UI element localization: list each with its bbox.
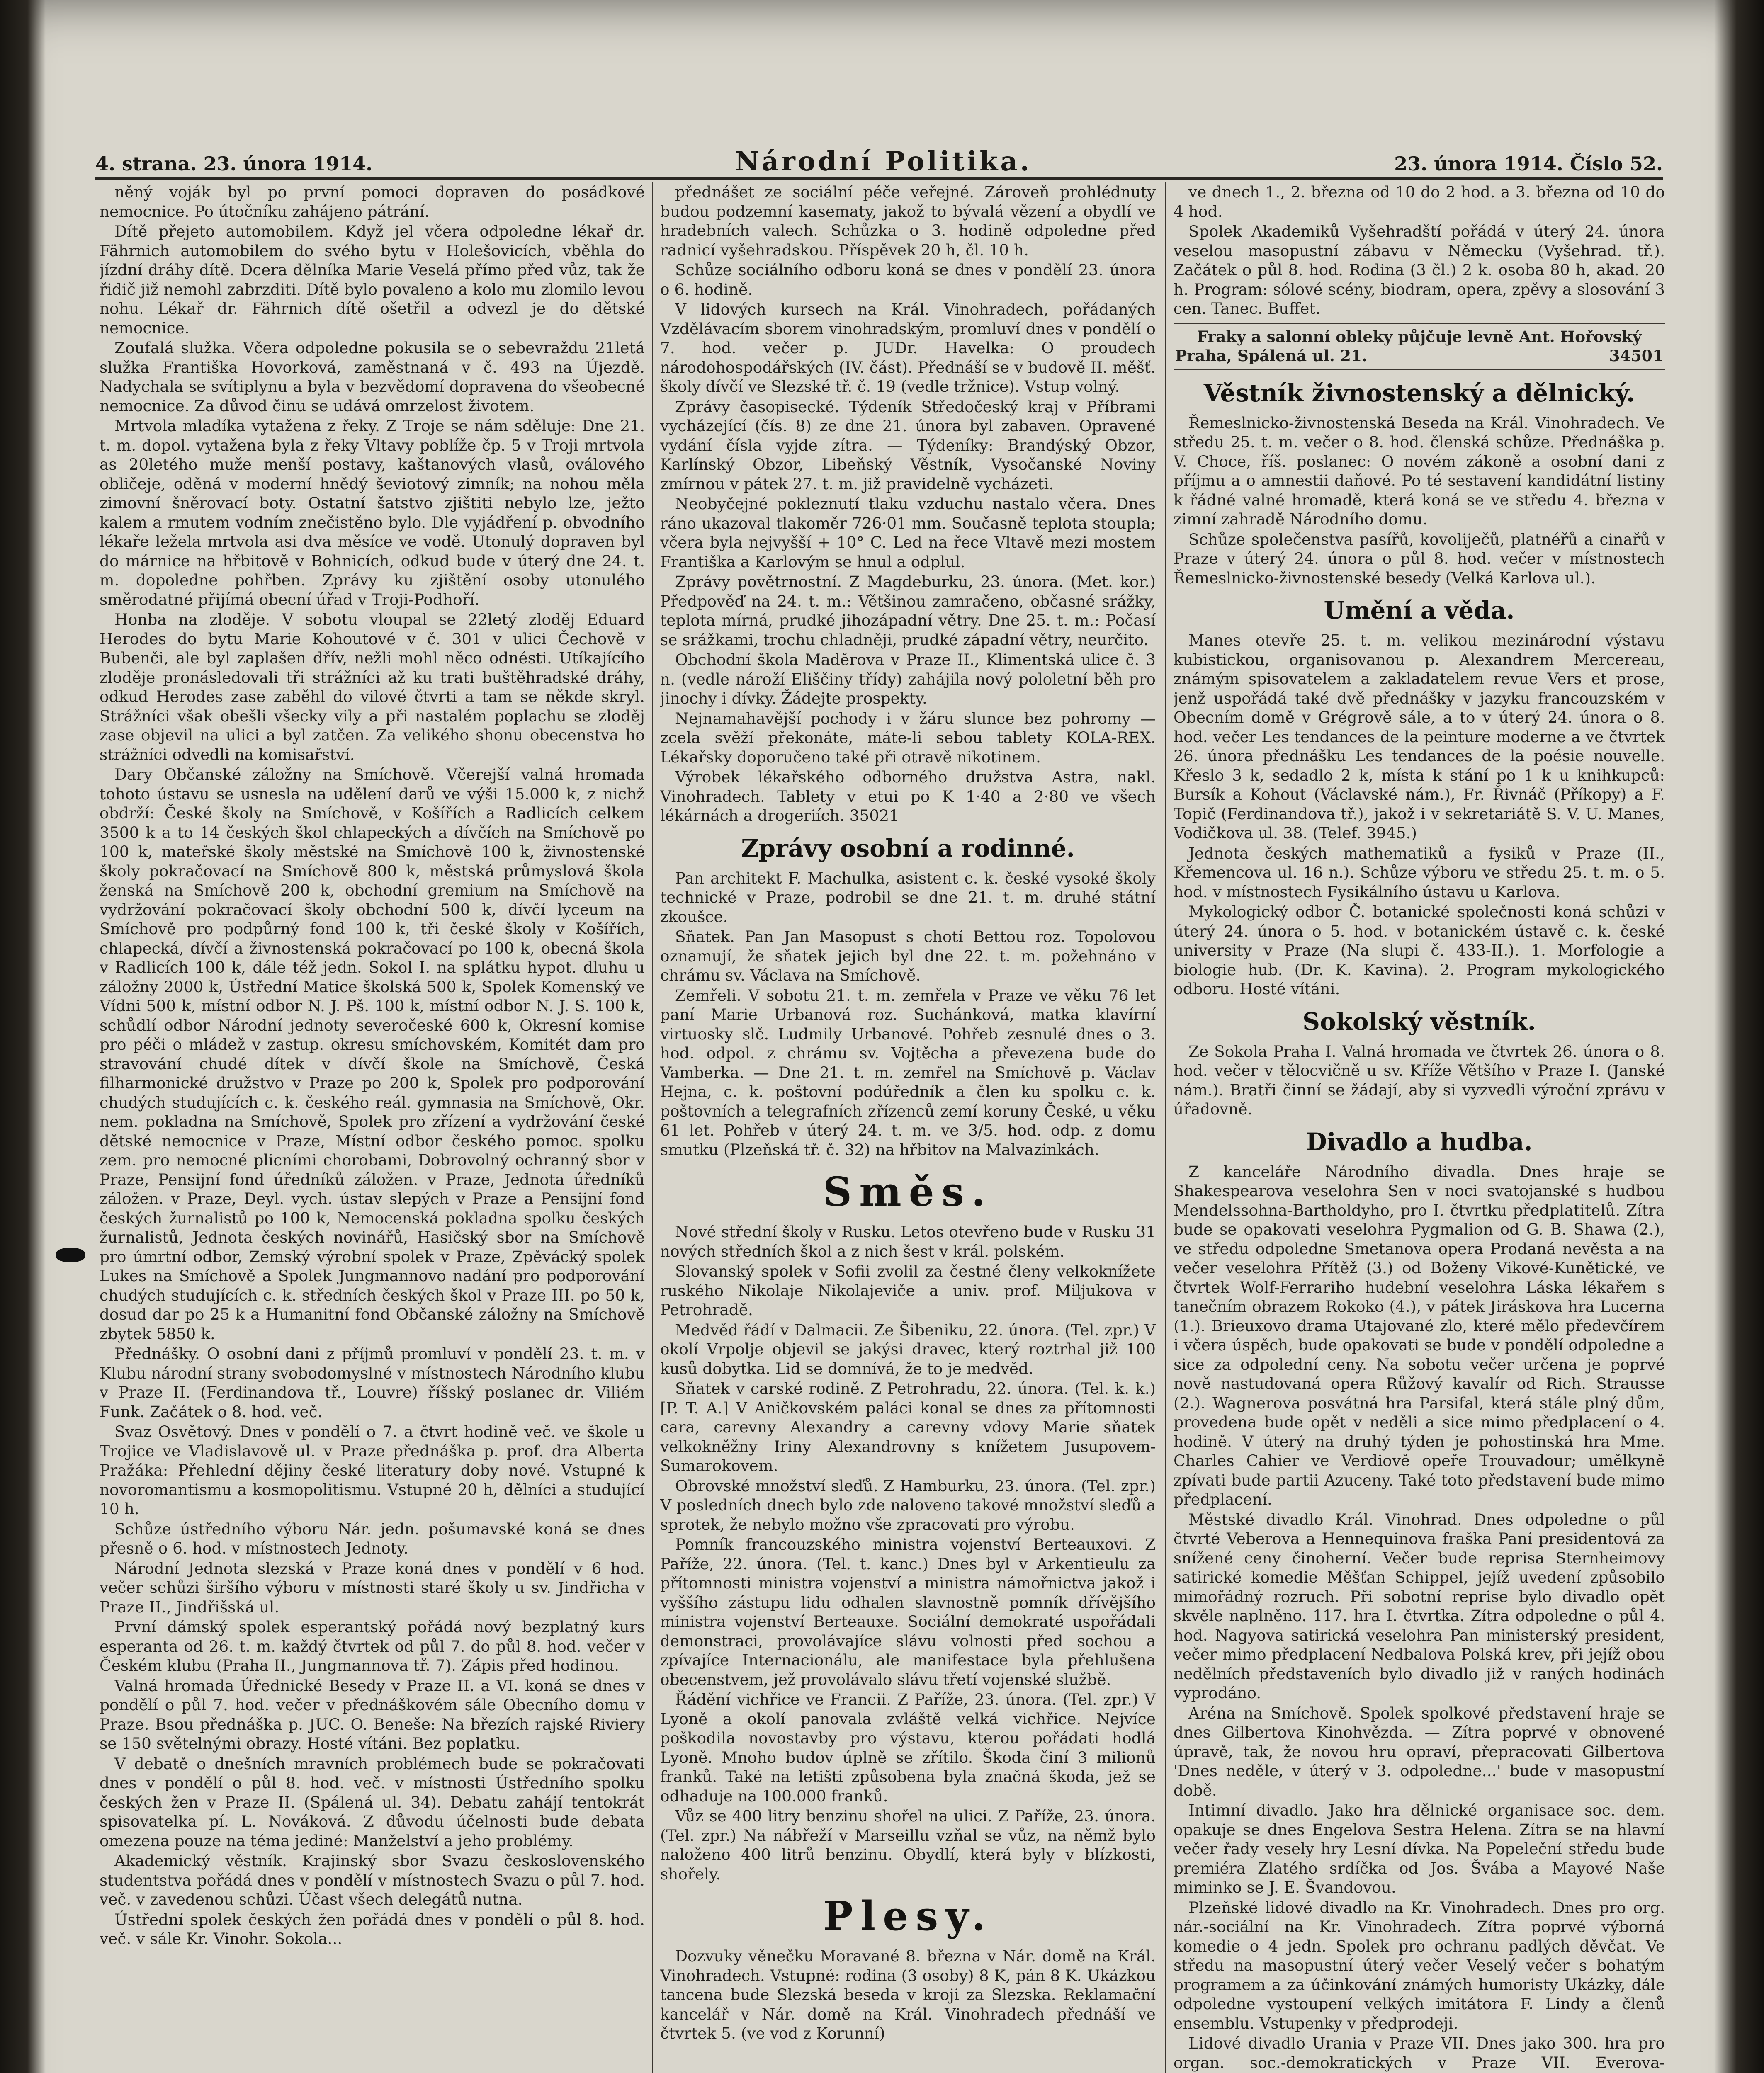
article-paragraph: Zprávy povětrnostní. Z Magdeburku, 23. února. (Met. kor.) Předpověď na 24. t. m.: Většinou zamračeno, občasné srážky, teplota mírná, prudké jihozápadní větry. Dne 25. t. m.: Počasí se srážkami, trochu chladněji, prudké západní větry, neurčito. xyxy=(660,573,1156,649)
column-rule-1 xyxy=(652,182,653,2073)
article-paragraph: přednášet ze sociální péče veřejné. Zároveň prohlédnuty budou podzemní kasematy, jakož to bývalá vězení a obydlí ve hradebních valech. Schůzka o 3. hodině odpoledne před radnicí vyšehradskou. Příspěvek 20 h, čl. 10 h. xyxy=(660,183,1156,259)
article-paragraph: Spolek Akademiků Vyšehradští pořádá v úterý 24. února veselou masopustní zábavu v Německu (Vyšehrad. tř.). Začátek o půl 8. hod. Rodina (3 čl.) 2 k. osoba 80 h, akad. 20 h. Program: sólové scény, biodram, opera, zpěvy a slosování 3 cen. Tanec. Buffet. xyxy=(1174,222,1665,318)
advert-fraky-address: Praha, Spálená ul. 21. xyxy=(1175,347,1368,365)
article-paragraph: Schůze ústředního výboru Nár. jedn. pošumavské koná se dnes přesně o 6. hod. v místnostech Jednoty. xyxy=(100,1520,645,1557)
article-paragraph: Dozvuky věnečku Moravané 8. března v Nár. domě na Král. Vinohradech. Vstupné: rodina (3 osoby) 8 K, pán 8 K. Ukázkou tancena bude Slezská beseda v kroji za Slezska. Reklamační kancelář v Nár. domě na Král. Vinohradech přednáší ve čtvrtek 5. (ve vod z Korunní) xyxy=(660,1947,1156,2042)
article-paragraph: Honba na zloděje. V sobotu vloupal se 22letý zloděj Eduard Herodes do bytu Marie Kohoutové v č. 301 v ulici Čechově v Bubenči, ale byl zaplašen dřív, nežli mohl něco odnésti. Utíkajícího zloděje pronásledovali tři strážníci až ku trati buštěhradské dráhy, odkud Herodes zase zaběhl do vilové čtvrti a tam se někde skryl. Strážníci však obešli všecky vily a při nastalém poplachu se zloděj zase objevil na ulici a byl zatčen. Za velikého shonu obecenstva ho strážníci odvedli na komisařství. xyxy=(100,610,645,764)
masthead-date-right: 23. února 1914. Číslo 52. xyxy=(1394,153,1663,175)
article-paragraph: Nejnamahavější pochody i v žáru slunce bez pohromy — zcela svěží překonáte, máte-li sebou tablety KOLA-REX. Lékařsky doporučeno také při otravě nikotinem. xyxy=(660,709,1156,766)
article-paragraph: Akademický věstník. Krajinský sbor Svazu československého studentstva pořádá dnes v pondělí v místnostech Svazu o půl 7. hod. več. v zavedenou schůzi. Účast všech delegátů nutna. xyxy=(100,1852,645,1908)
advert-fraky-number: 34501 xyxy=(1609,347,1663,365)
article-paragraph: Valná hromada Úřednické Besedy v Praze II. a VI. koná se dnes v pondělí o půl 7. hod. večer v přednáškovém sále Obecního domu v Praze. Bsou přednáška p. JUC. O. Beneše: Na březích rajské Riviery se 150 světelnými obrazy. Hosté vítáni. Bez poplatku. xyxy=(100,1676,645,1753)
article-paragraph: Aréna na Smíchově. Spolek spolkové představení hraje se dnes Gilbertova Kinohvězda. — Zítra poprvé v obnovené úpravě, tak, že novou hru opraví, přepracovati Gilbertova 'Dnes neděle, v úterý v 3. odpoledne...' bude v masopustní době. xyxy=(1174,1704,1665,1799)
article-paragraph: Medvěd řádí v Dalmacii. Ze Šibeniku, 22. února. (Tel. zpr.) V okolí Vrpolje objevil se jakýsi dravec, který roztrhal již 100 kusů dobytka. Lid se domnívá, že to je medvěd. xyxy=(660,1321,1156,1378)
article-paragraph: Mykologický odbor Č. botanické společnosti koná schůzi v úterý 24. února o 5. hod. v botanickém ústavě c. k. české university v Praze (Na slupi č. 433-II.). 1. Morfologie a biologie hub. (Dr. K. Kavina). 2. Program mykologického odboru. Hosté vítáni. xyxy=(1174,903,1665,998)
article-paragraph: Dítě přejeto automobilem. Když jel včera odpoledne lékař dr. Fährnich automobilem do svého bytu v Holešovicích, vběhla do jízdní dráhy dítě. Dcera dělníka Marie Veselá přímo před vůz, tak že řidič již nemohl zabrzditi. Dítě bylo povaleno a kolo mu zlomilo levou nohu. Lékař dr. Fährnich dítě ošetřil a odvezl je do dětské nemocnice. xyxy=(100,222,645,337)
article-paragraph: Pomník francouzského ministra vojenství Berteauxovi. Z Paříže, 22. února. (Tel. t. kanc.) Dnes byl v Arkentieulu za přítomnosti ministra vojenství a ministra námořnictva jakož i vyššího zástupu lidu odhalen slavnostně pomník dřívějšího ministra vojenství Berteauxe. Sociální demokraté uspořádali demonstraci, provolávajíce slávu volnosti před sochou a zpívajíce Internacionálu, ale manifestace byla přehlušena obecenstvem, jež provolávalo slávu třetí vojenské službě. xyxy=(660,1535,1156,1689)
column-2 xyxy=(660,182,1156,2073)
section-heading-divadlo: Divadlo a hudba. xyxy=(1306,1127,1533,1156)
col2-paragraphs-smes xyxy=(660,1222,1156,1884)
article-paragraph: Sňatek. Pan Jan Masopust s chotí Bettou roz. Topolovou oznamují, že sňatek jejich byl dne 22. t. m. požehnáno v chrámu sv. Václava na Smíchově. xyxy=(660,927,1156,984)
article-paragraph: Zprávy časopisecké. Týdeník Středočeský kraj v Příbrami vycházející (čís. 8) ze dne 21. února byl zabaven. Opravené vydání čísla vyjde zítra. — Týdeníky: Brandýský Obzor, Karlínský Obzor, Libeňský Věstník, Vysočanské Noviny zmírnou v pátek 27. t. m. již pravidelně vycházeti. xyxy=(660,397,1156,493)
article-paragraph: Řemeslnicko-živnostenská Beseda na Král. Vinohradech. Ve středu 25. t. m. večer o 8. hod. členská schůze. Přednáška p. V. Choce, říš. poslanec: O novém zákoně a osobní dani z příjmu a o amnestii daňové. Po té sestavení kandidátní listiny k řádné valné hromadě, která koná se ve středu 4. března v zimní zahradě Národního domu. xyxy=(1174,413,1665,528)
article-paragraph: Řádění vichřice ve Francii. Z Paříže, 23. února. (Tel. zpr.) V Lyoně a okolí panovala zvláště velká vichřice. Nejvíce poškodila novostavby pro výstavu, kterou pořádati hodlá Lyoně. Mnoho budov úplně se zřítilo. Škoda činí 3 milionů franků. Také na letišti způsobena byla značná škoda, jež se odhaduje na 100.000 franků. xyxy=(660,1690,1156,1805)
section-heading-osobni: Zprávy osobní a rodinné. xyxy=(741,834,1075,862)
col3-paragraphs-divadlo xyxy=(1174,1162,1665,2073)
article-paragraph: Dary Občanské záložny na Smíchově. Včerejší valná hromada tohoto ústavu se usnesla na udělení darů ve výši 15.000 k, z nichž obdrží: České školy na Smíchově, v Košířích a Radlicích celkem 3500 k a to 14 českých škol chlapeckých a dívčích na Smíchově po 100 k, mateřské školy městské na Smíchově 100 k, živnostenské školy pokračovací na Smíchově 800 k, městská průmyslová škola ženská na Smíchově 200 k, obchodní gremium na Smíchově na vydržování pokračovací školy obchodní 500 k, dívčí lyceum na Smíchově pro podpůrný fond 100 k, tři české školy v Košířích, chlapecká, dívčí a živnostenská pokračovací po 100 k, obecná škola v Radlicích 100 k, dále též jedn. Sokol I. na splátku hypot. dluhu u záložny 2000 k, Ústřední Matice školská 500 k, Spolek Komenský ve Vídni 500 k, místní odbor N. J. Pš. 100 k, místní odbor N. J. S. 100 k, schůdlí odbor Národní jednoty severočeské 600 k, Okresní komise pro péči o mládež v zastup. okresu smíchovském, Komitét dam pro stravování chudé dítek v dívčí škole na Smíchově, Česká filharmonické družstvo v Praze po 200 k, Spolek pro podporování chudých studujících c. k. českého reál. gymnasia na Smíchově, Okr. nem. pokladna na Smíchově, Spolek pro zřízení a vydržování české dětské nemocnice v Praze, Místní odbor českého pomoc. spolku zem. pro nemocné plicními chorobami, Dobrovolný ochranný sbor v Praze, Pensijní fond úředníků záložen. v Praze, Jednota úředníků záložen. v Praze, Deyl. vych. ústav slepých v Praze a Pensijní fond českých žurnalistů po 100 k, Nemocenská pokladna spolku českých žurnalistů, Jednota českých novinářů, Hasičský sbor na Smíchově pro úmrtní odbor, Zemský výrobní spolek v Praze, Zpěvácký spolek Lukes na Smíchově a Spolek Jungmannovo nadání pro podporování chudých studujících c. k. středních českých škol v Praze III. po 50 k, dosud dar po 25 k a Humanitní fond Občanské záložny na Smíchově zbytek 5850 k. xyxy=(100,765,645,1343)
masthead xyxy=(95,146,1663,175)
article-paragraph: Obchodní škola Maděrova v Praze II., Klimentská ulice č. 3 n. (vedle nároží Eliščiny třídy) zahájila nový pololetní běh pro jinochy i dívky. Žádejte prospekty. xyxy=(660,651,1156,707)
col2-paragraphs-osobni xyxy=(660,869,1156,1160)
binding-hole xyxy=(56,1248,85,1262)
article-paragraph: něný voják byl po první pomoci dopraven do posádkové nemocnice. Po útočníku zahájeno pátrání. xyxy=(100,183,645,221)
page-edge-right xyxy=(1714,0,1764,2073)
col3-paragraphs-zivn xyxy=(1174,413,1665,588)
article-paragraph: Schůze společenstva pasířů, kovoliječů, platnéřů a cinařů v Praze v úterý 24. února o půl 8. hod. večer v místnostech Řemeslnicko-živnostenské besedy (Velká Karlova ul.). xyxy=(1174,530,1665,587)
article-paragraph: Schůze sociálního odboru koná se dnes v pondělí 23. února o 6. hodině. xyxy=(660,261,1156,299)
article-paragraph: Sňatek v carské rodině. Z Petrohradu, 22. února. (Tel. k. k.) [P. T. A.] V Aničkovském paláci konal se dnes za přítomnosti cara, carevny Alexandry a carevny vdovy Marie sňatek velkokněžny Iriny Alexandrovny s knížetem Jusupovem-Sumarokovem. xyxy=(660,1379,1156,1475)
col2-paragraphs xyxy=(660,182,1156,825)
article-paragraph: ve dnech 1., 2. března od 10 do 2 hod. a 3. března od 10 do 4 hod. xyxy=(1174,183,1665,221)
article-paragraph: Zemřeli. V sobotu 21. t. m. zemřela v Praze ve věku 76 let paní Marie Urbanová roz. Suchánková, matka klavírní virtuosky slč. Ludmily Urbanové. Pohřeb zesnulé dnes o 3. hod. odpol. z chrámu sv. Vojtěcha a převezena bude do Vamberka. — Dne 21. t. m. zemřel na Smíchově p. Václav Hejna, c. k. poštovní podúředník a člen ku spolku c. k. poštovních a telegrafních zřízenců zemí koruny České, u věku 61 let. Pohřeb v úterý 24. t. m. ve 3/5. hod. odp. z domu smutku (Plzeňská tř. č. 32) na hřbitov na Malvazinkách. xyxy=(660,986,1156,1159)
section-heading-umeni: Umění a věda. xyxy=(1324,596,1515,624)
article-paragraph: Lidové divadlo Urania v Praze VII. Dnes jako 300. hra pro organ. soc.-demokratických v Praze VII. Everova- xyxy=(1174,2034,1665,2072)
article-paragraph: V lidových kursech na Král. Vinohradech, pořádaných Vzdělávacím sborem vinohradským, promluví dnes v pondělí o 7. hod. večer p. JUDr. Havelka: O proudech národohospodářských (IV. část). Přednáší se v budově II. měšť. školy dívčí ve Slezské tř. č. 19 (vedle tržnice). Vstup volný. xyxy=(660,300,1156,396)
article-paragraph: Ústřední spolek českých žen pořádá dnes v pondělí o půl 8. hod. več. v sále Kr. Vinohr. Sokola... xyxy=(100,1910,645,1948)
column-rule-2 xyxy=(1165,182,1166,2073)
article-paragraph: Plzeňské lidové divadlo na Kr. Vinohradech. Dnes pro org. nár.-sociální na Kr. Vinohradech. Zítra poprvé výborná komedie o 4 jedn. Spolek pro ochranu padlých děvčat. Ve středu na masopustní úterý večer Veselý večer s bohatým programem a za účinkování známých humoristy Ukázky, dále odpoledne vystoupení velkých imitátora F. Lindy a členů ensemblu. Vstupenky v předprodeji. xyxy=(1174,1898,1665,2032)
article-paragraph: Obrovské množství sleďů. Z Hamburku, 23. února. (Tel. zpr.) V posledních dnech bylo zde naloveno takové množství sleďů a sprotek, že nebylo možno vše zpracovati pro výrobu. xyxy=(660,1476,1156,1534)
article-paragraph: Intimní divadlo. Jako hra dělnické organisace soc. dem. opakuje se dnes Engelova Sestra Helena. Zítra se na hlavní večer řady vesely hry Lesní dívka. Na Popeleční středu bude premiéra Zlatého srdíčka od Jos. Švába a Mayové Naše miminko se J. E. Švandovou. xyxy=(1174,1801,1665,1896)
masthead-date-left: 4. strana. 23. února 1914. xyxy=(95,153,373,175)
article-paragraph: Nové střední školy v Rusku. Letos otevřeno bude v Rusku 31 nových středních škol a z nich šest v král. polském. xyxy=(660,1223,1156,1260)
article-paragraph: Zoufalá služka. Včera odpoledne pokusila se o sebevraždu 21letá služka Františka Hovorková, zaměstnaná v č. 493 na Újezdě. Nadychala se svítiplynu a byla v bezvědomí dopravena do všeobecné nemocnice. Za důvod činu se udává omrzelost životem. xyxy=(100,339,645,415)
article-paragraph: Jednota českých mathematiků a fysiků v Praze (II., Křemencova ul. 16 n.). Schůze výboru ve středu 25. t. m. o 5. hod. v místnostech Fysikálního ústavu u Karlova. xyxy=(1174,844,1665,901)
article-paragraph: Mrtvola mladíka vytažena z řeky. Z Troje se nám sděluje: Dne 21. t. m. dopol. vytažena byla z řeky Vltavy poblíže čp. 5 v Troji mrtvola as 20letého muže menší postavy, kaštanových vlasů, oválového obličeje, oděná v moderní hnědý ševiotový zimník; na nohou měla zimovní šněrovací boty. Ostatní šatstvo zjištiti nebylo lze, ježto kalem a rmutem vodním znečistěno bylo. Dle vyjádření p. obvodního lékaře ležela mrtvola asi dva měsíce ve vodě. Utonulý dopraven byl do márnice na hřbitově v Bohnicích, odkud bude v úterý dne 24. t. m. dopoledne pohřben. Zprávy ku zjištění osoby utonulého směrodatné přijímá obecní úřad v Troji-Podhoří. xyxy=(100,417,645,609)
article-paragraph: Z kanceláře Národního divadla. Dnes hraje se Shakespearova veselohra Sen v noci svatojanské s hudbou Mendelssohna-Bartholdyho, pro I. čtvrtku předplatitelů. Zítra bude se opakovati veselohra Pygmalion od G. B. Shawa (2.), ve středu odpoledne Smetanova opera Prodaná nevěsta a na večer veselohra Přítěž (3.) od Boženy Vikové-Kunětické, ve čtvrtek Wolf-Ferrariho hudební veselohra Láska lékařem s tanečním obrazem Rokoko (4.), v pátek Jiráskova hra Lucerna (1.). Brieuxovo drama Utajované zlo, které mělo předevčírem i včera úspěch, bude opakovati se bude v pondělí odpoledne a sice za odpolední ceny. Na sobotu večer určena je poprvé nově nastudovaná opera Růžový kavalír od Rich. Strausse (2.). Wagnerova posvátná hra Parsifal, která stále plný dům, provedena bude opět v neděli a sice mimo předplacení o 4. hodině. V úterý na druhý týden je pohostinská hra Mme. Charles Cahier ve Verdiově opeře Trouvadour; umělkyně zpívati bude partii Azuceny. Také toto představení bude mimo předplacení. xyxy=(1174,1162,1665,1508)
masthead-title: Národní Politika. xyxy=(735,146,1032,177)
advert-fraky-text: Fraky a salonní obleky půjčuje levně Ant. Hořovský xyxy=(1197,327,1642,346)
section-heading-plesy: Plesy. xyxy=(823,1893,993,1939)
article-paragraph: Vůz se 400 litry benzinu shořel na ulici. Z Paříže, 23. února. (Tel. zpr.) Na nábřeží v Marseillu vzňal se vůz, na němž bylo naloženo 400 litrů benzinu. Obydlí, která byly v blízkosti, shořely. xyxy=(660,1807,1156,1883)
advert-fraky xyxy=(1174,323,1665,370)
article-paragraph: Národní Jednota slezská v Praze koná dnes v pondělí v 6 hod. večer schůzi širšího výboru v místnosti staré školy u sv. Jindřicha v Praze II., Jindřišská ul. xyxy=(100,1559,645,1616)
article-paragraph: Výrobek lékařského odborného družstva Astra, nakl. Vinohradech. Tablety v etui po K 1·40 a 2·80 ve všech lékárnách a drogeriích. 35021 xyxy=(660,768,1156,825)
article-paragraph: V debatě o dnešních mravních problémech bude se pokračovati dnes v pondělí o půl 8. hod. več. v místnosti Ústředního spolku českých žen v Praze II. (Spálená ul. 34). Debatu zahájí tentokrát spisovatelka pí. L. Nováková. Z důvodu účelnosti bude debata omezena pouze na téma jediné: Manželství a jeho problémy. xyxy=(100,1754,645,1850)
col2-paragraphs-plesy xyxy=(660,1947,1156,2043)
section-heading-smes: Směs. xyxy=(823,1168,993,1215)
article-paragraph: Svaz Osvětový. Dnes v pondělí o 7. a čtvrt hodině več. ve škole u Trojice ve Vladislavově ul. v Praze přednáška p. prof. dra Alberta Pražáka: Přehlední dějiny české literatury doby nové. Vstupné k novoromantismu a kosmopolitismu. Vstupné 20 h, dělníci a studující 10 h. xyxy=(100,1422,645,1518)
col3-paragraphs-umeni xyxy=(1174,631,1665,999)
column-1 xyxy=(100,182,645,2073)
page-edge-left xyxy=(0,0,46,2073)
article-paragraph: Pan architekt F. Machulka, asistent c. k. české vysoké školy technické v Praze, podrobil se dne 21. t. m. druhé státní zkoušce. xyxy=(660,869,1156,926)
section-heading-zivnostensky: Věstník živnostenský a dělnický. xyxy=(1203,379,1635,407)
section-heading-sokol: Sokolský věstník. xyxy=(1302,1007,1536,1036)
article-paragraph: Slovanský spolek v Sofii zvolil za čestné členy velkoknížete ruského Nikolaje Nikolajeviče a univ. prof. Miljukova v Petrohradě. xyxy=(660,1262,1156,1319)
article-paragraph: První dámský spolek esperantský pořádá nový bezplatný kurs esperanta od 26. t. m. každý čtvrtek od půl 7. do půl 8. hod. večer v Českém klubu (Praha II., Jungmannova tř. 7). Zápis před hodinou. xyxy=(100,1618,645,1675)
article-paragraph: Ze Sokola Praha I. Valná hromada ve čtvrtek 26. února o 8. hod. večer v tělocvičně u sv. Kříže Většího v Praze I. (Janské nám.). Bratři činní se žádají, aby si vyzvedli výroční zprávu v úřadovně. xyxy=(1174,1042,1665,1118)
col1-paragraphs xyxy=(100,182,645,1949)
masthead-rule xyxy=(95,177,1663,180)
advert-fraky-footer xyxy=(1175,346,1663,366)
article-paragraph: Městské divadlo Král. Vinohrad. Dnes odpoledne o půl čtvrté Veberova a Hennequinova fraška Paní presidentová za snížené ceny činoherní. Večer bude reprisa Sternheimovy satirické komedie Měšťan Schippel, jejíž uvedení způsobilo mimořádný rozruch. Při sobotní reprise bylo divadlo opět skvěle naplněno. 117. hra I. čtvrtka. Zítra odpoledne o půl 4. hod. Nagyova satirická veselohra Pan ministerský president, večer mimo předplacení Nedbalova Polská krev, při jejíž obou nedělních představeních bylo divadlo již v raných hodinách vyprodáno. xyxy=(1174,1510,1665,1702)
column-3 xyxy=(1174,182,1665,2073)
article-paragraph: Přednášky. O osobní dani z příjmů promluví v pondělí 23. t. m. v Klubu národní strany svobodomyslné v místnostech Národního klubu v Praze II. (Ferdinandova tř., Louvre) říšský poslanec dr. Viliém Funk. Začátek o 8. hod. več. xyxy=(100,1345,645,1421)
article-paragraph: Neobyčejné pokleznutí tlaku vzduchu nastalo včera. Dnes ráno ukazoval tlakoměr 726·01 mm. Současně teplota stoupla; včera byla nejvyšší + 10° C. Led na řece Vltavě mezi mostem Františka a Karlovým se hnul a odplul. xyxy=(660,495,1156,571)
col3-paragraphs-sokol xyxy=(1174,1042,1665,1119)
col3-paragraphs xyxy=(1174,182,1665,318)
article-paragraph: Manes otevře 25. t. m. velikou mezinárodní výstavu kubistickou, organisovanou p. Alexandrem Mercereau, známým spisovatelem a zakladatelem revue Vers et prose, jenž uspořádá také dvě přednášky v jazyku francouzském v Obecním domě v Grégrově sále, a to v úterý 24. února o 8. hod. večer Les tendances de la peinture moderne a ve čtvrtek 26. února přednášku Les tendances de la poésie nouvelle. Křeslo 3 k, sedadlo 2 k, místa k stání po 1 k u knihkupců: Bursík a Kohout (Václavské nám.), Fr. Řivnáč (Příkopy) a F. Topič (Ferdinandova tř.), jakož i v sekretariátě S. V. U. Manes, Vodičkova ul. 38. (Telef. 3945.) xyxy=(1174,631,1665,842)
